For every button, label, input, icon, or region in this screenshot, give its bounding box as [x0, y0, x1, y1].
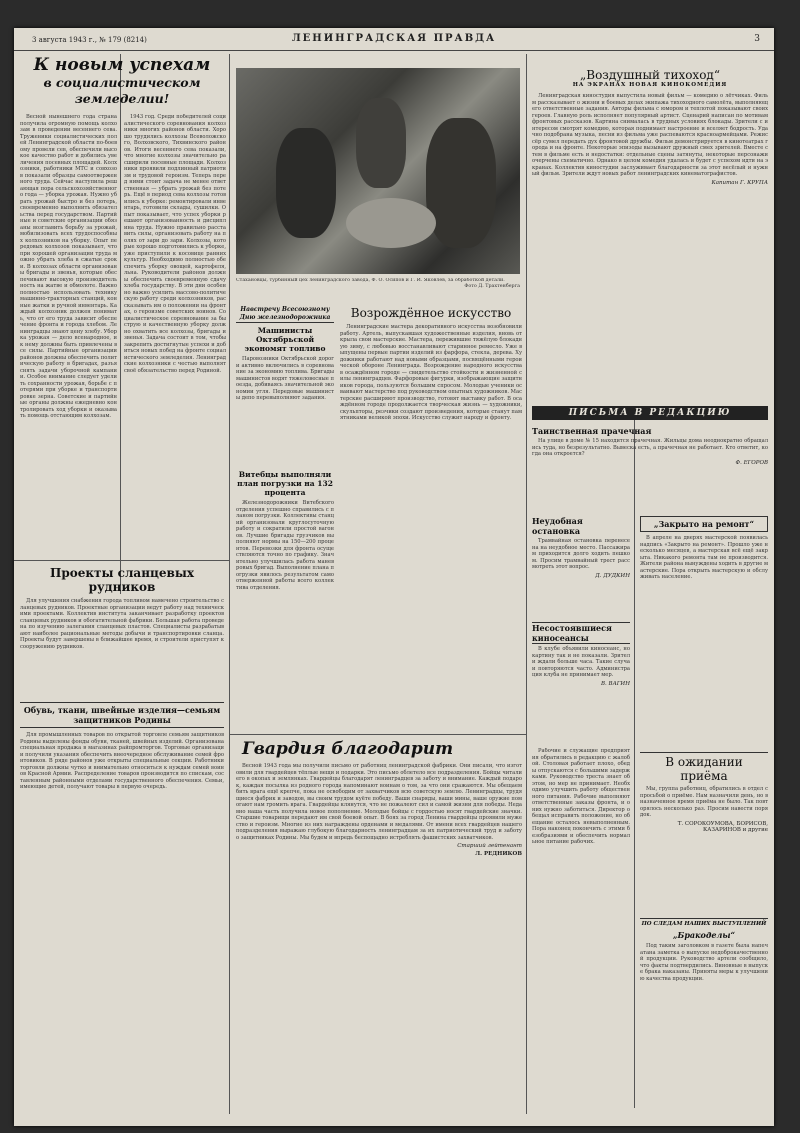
body-text: Железнодорожники Витебского отделения успешно справились с планом погрузки. Коллективы станций организовали круглосуточную работу и сократили простой вагонов. Лучшие бригады грузчиков выполняют нормы на 150—200 процентов. Перевозки для фронта осуществляются точно по графику. Значительно улучшилась работа маневровых бригад. Выполнение плана погрузки явилось результатом самоотверженной работы всего коллектива отделения. — [236, 500, 334, 591]
guard-signature-name: Л. РЕДНИКОВ — [475, 851, 522, 857]
worker-figure — [276, 128, 336, 238]
film-review-subtitle: НА ЭКРАНАХ НОВАЯ КИНОКОМЕДИЯ — [572, 82, 728, 88]
worker-figure — [426, 118, 496, 248]
body-text: Мы, группа работниц, обратились в отдел с просьбой о приёме. Нам назначили день, но в назначенное время приёма не было. Так повторялось несколько раз. Просим навести порядок. — [640, 786, 768, 818]
column-rule — [526, 54, 527, 1114]
body-text: Для промышленных товаров по открытой торговле семьям защитников Родины выделены фонды обуви, тканей, швейных изделий. Организована специальная продажа в магазинах райпромторгов. Торговые организации получили указания обеспечить внеочередное обслуживание семей фронтовиков. В ряде районов уже открыты специальные секции. Работники торговли должны чутко и внимательно относиться к нуждам семей воинов Красной Армии. Распределение товаров производится по спискам, составленным районными отделами государственного обеспечения. Семьи, имеющие детей, получают товары в первую очередь. — [20, 732, 224, 790]
body-text: Ленинградская киностудия выпустила новый фильм — комедию о лётчиках. Фильм рассказывает о жизни и боевых делах экипажа тихоходного самолёта, выполняющего ответственные задания. Авторы фильма с юмором и теплотой показывают своих героев. Главную роль исполняет популярный артист. Сценарий написан по мотивам фронтовых рассказов. Картина снималась в трудных условиях блокады. Зрители с интересом смотрят комедию, которая поднимает настроение и вселяет бодрость. Удачно подобрана музыка, песни из фильма уже распеваются красноармейцами. Режиссёр сумел передать дух фронтовой дружбы. Фильм демонстрируется в кинотеатрах города и на фронте. Некоторые эпизоды вызывают дружный смех зрителей. Вместе с тем в фильме есть и недостатки: отдельные сцены затянуты, некоторые персонажи очерчены схематично. Однако в целом комедия удалась и будет с успехом идти на экранах. Коллектив киностудии заслуживает благодарности за этот весёлый и нужный фильм. Зрители ждут новых работ ленинградских кинематографистов. — [532, 93, 768, 177]
lead-title-line2: в социалистическом земледелии! — [43, 75, 201, 106]
letter-tram-stop — [532, 516, 630, 616]
letter-laundry-author: Ф. ЕГОРОВ — [735, 459, 768, 466]
lead-headline — [20, 56, 224, 114]
photo-caption: Стахановцы, турбинный цех ленинградского завода, Ф. О. Осипов и Г. И. Яковлев, за обработкой детали. — [236, 278, 505, 283]
defect-makers-title: „Бракоделы“ — [672, 930, 736, 940]
letter-reception — [640, 752, 768, 912]
column-rule — [120, 54, 121, 594]
letter-continuation — [532, 748, 630, 1108]
defect-makers-article — [640, 918, 768, 1114]
film-review-article — [532, 68, 768, 402]
body-text: В клубе объявили киносеанс, но картину так и не показали. Зрители ждали больше часа. Такие случаи повторяются часто. Администрация клуба не принимает мер. — [532, 646, 630, 678]
photo-credit: Фото Д. Трахтенберга — [464, 284, 520, 289]
film-review-title: „Воздушный тихоход“ — [580, 68, 720, 82]
machine-part — [346, 198, 436, 248]
photo-caption-block — [236, 278, 520, 300]
worker-figure — [356, 98, 406, 188]
body-text: Для улучшения снабжения города топливом намечено строительство сланцевых рудников. Проектные организации ведут работу над техническими проектами. Коллектив института заканчивает разработку проектов сланцевых рудников и обогатительной фабрики. Большая работа проведена по изучению залегания сланцевых пластов. Специалисты разрабатывают наиболее рациональные методы добычи и транспортировки сланца. Проекты будут завершены в ближайшее время, и строители приступят к сооружению рудников. — [20, 598, 224, 650]
body-text: В апреле на дверях мастерской появилась надпись «Закрыто на ремонт». Прошло уже несколько месяцев, а мастерская всё ещё закрыта. Никакого ремонта там не производится. Жители района вынуждены ходить в другие мастерские. Пора открыть мастерскую и обслуживать население. — [640, 535, 768, 580]
factory-photo — [236, 68, 520, 274]
masthead — [14, 28, 774, 51]
body-text: Рабочие и служащие предприятия обратились в редакцию с жалобой. Столовая работает плохо, обеды отпускаются с большими задержками. Руководство треста знает об этом, но мер не принимает. Необходимо улучшить работу общественного питания. Рабочие выполняют ответственные заказы фронта, и о них нужно заботиться. Директор обещал исправить положение, но обещание осталось невыполненным. Пора наконец покончить с этими безобразиями и обеспечить нормальное питание рабочих. — [532, 748, 630, 845]
railway-title-line2: Дню железнодорожника — [236, 314, 334, 323]
letter-laundry — [532, 426, 768, 510]
letters-rubric: ПИСЬМА В РЕДАКЦИЮ — [532, 406, 768, 420]
letter-closed-repair — [640, 516, 768, 746]
vitebsk-title: Витебцы выполняли план погрузки на 132 процента — [237, 470, 333, 497]
letter-reception-title: В ожидании приёма — [640, 752, 768, 783]
railway-subtitle: Машинисты Октябрьской экономят топливо — [244, 326, 326, 353]
body-text: Трамвайная остановка перенесена на неудобное место. Пассажирам приходится долго ходить пешком. Просим трамвайный трест рассмотреть этот вопрос. — [532, 538, 630, 570]
letter-tram-stop-title: Неудобная остановка — [532, 516, 583, 536]
letter-laundry-title: Таинственная прачечная — [532, 426, 652, 436]
issue-date: 3 августа 1943 г., № 179 (8214) — [32, 36, 147, 44]
letter-reception-authors: Т. СОРОКОУМОВА, БОРИСОВ, КАЗАРИНОВ и другие — [677, 820, 768, 833]
railway-title-line1: Навстречу Всесоюзному — [240, 306, 330, 313]
vitebsk-article — [236, 470, 334, 730]
body-text: Ленинградские мастера декоративного искусства возобновили работу. Артель, выпускавшая художественные изделия, вновь открыла свои мастерские. Мастера, пережившие тяжёлую блокадную зиму, с любовью восстанавливают старинное ремесло. Уже выпущены первые партии изделий из фарфора, стекла, дерева. Художники работают над новыми образцами, посвящёнными героической обороне Ленинграда. Возрождение народного искусства в осаждённом городе — свидетельство стойкости и жизненной силы ленинградцев. Фарфоровые фигурки, изображающие защитников города, пользуются большим спросом. Молодые ученики осваивают мастерство под руководством опытных художников. Мастерские расширяют производство, готовят выставку работ. В осаждённом городе продолжается творческая жизнь — художники, скульпторы, резчики создают произведения, которые станут памятниками великой эпохи. Искусство служит народу и фронту. — [340, 324, 522, 421]
lead-body-column-1 — [20, 114, 117, 554]
newspaper-page — [14, 28, 774, 1126]
body-text: Паровозники Октябрьской дороги активно включились в соревнование за экономию топлива. Бригады машинистов водят тяжеловесные поезда, добиваясь значительной экономии угля. Передовые машинисты депо перевыполняют задания. — [236, 356, 334, 401]
newspaper-title: ЛЕНИНГРАДСКАЯ ПРАВДА — [291, 33, 497, 44]
letter-cinema — [532, 622, 630, 742]
body-text: Весной 1943 года мы получили письмо от работниц ленинградской фабрики. Они писали, что изготовили для гвардейцев тёплые вещи и подарки. Это письмо облетело все подразделения. Бойцы читали его в окопах и землянках. Гвардейцы благодарят ленинградцев за заботу и внимание. Каждый подарок, каждая посылка из родного города напоминают воинам о том, за что они сражаются. Мы обещаем бить врага ещё крепче, пока не освободим от захватчиков всю советскую землю. Ленинградцы, трудящиеся фабрик и заводов, вы своим трудом куёте победу. Ваши снаряды, ваши мины, ваше оружие помогают нам громить врага. Гвардейцы клянутся, что не пожалеют сил и самой жизни для победы. Недавно наша часть получила новое пополнение. Молодые бойцы с гордостью носят гвардейские значки. Старшие товарищи передают им свой боевой опыт. В боях за город Ленина гвардейцы проявили мужество и героизм. Многие из них награждены орденами и медалями. От имени всех гвардейцев нашего подразделения выражаю глубокую благодарность ленинградцам за их патриотический труд и заботу о защитниках Родины. Мы будем и впредь беспощадно истреблять фашистских захватчиков. — [236, 763, 522, 841]
revived-art-title: Возрождённое искусство — [350, 306, 512, 320]
revived-art-article — [340, 306, 522, 730]
lead-title-line1: К новым успехам — [33, 56, 211, 75]
section-rule — [14, 560, 229, 561]
followup-rubric: ПО СЛЕДАМ НАШИХ ВЫСТУПЛЕНИЙ — [640, 918, 768, 928]
shale-title: Проекты сланцевых рудников — [49, 566, 195, 594]
letter-cinema-title: Несостоявшиеся киносеансы — [532, 622, 630, 644]
letter-tram-stop-author: Д. ДУДКИН — [595, 572, 630, 579]
shale-mines-article — [20, 566, 224, 694]
guard-thanks-article — [236, 740, 522, 1114]
guard-title: Гвардия благодарит — [242, 740, 454, 759]
footwear-title: Обувь, ткани, швейные изделия—семьям защитников Родины — [20, 702, 224, 728]
footwear-article — [20, 702, 224, 1114]
body-text: 1943 год. Среди победителей социалистического соревнования колхозники многих районов области. Хорошо трудились колхозы Всеволожского, Волховского, Тихвинского районов. Итоги весеннего сева показали, что многие колхозы значительно расширили посевные площади. Колхозники проявили подлинный патриотизм и трудовой героизм. Теперь перед ними стоит задача не менее ответственная — убрать урожай без потерь. Ещё в период сева колхозы готовились к уборке: ремонтировали инвентарь, готовили склады, сушилки. Опыт показывает, что успех уборки решают организованность и дисциплина труда. Нужно правильно расставить силы, организовать работу на полях от зари до зари. Колхозы, которые хорошо подготовились к уборке, уже приступили к косовице ранних культур. Необходимо полностью обеспечить уборку овощей, картофеля, льна. Руководители районов должны обеспечить своевременную сдачу хлеба государству. В эти дни особенно важно усилить массово-политическую работу среди колхозников, рассказывать им о положении на фронтах, о героизме советских воинов. Социалистическое соревнование за быструю и качественную уборку должно охватить все колхозы, бригады и звенья. Задача состоит в том, чтобы закрепить достигнутые успехи и добиться новых побед на фронте социалистического земледелия. Ленинградские колхозники с честью выполнят своё обязательство перед Родиной. — [124, 114, 226, 374]
film-review-author: Капитан Г. КРУПА — [711, 179, 768, 186]
lead-body-column-2 — [124, 114, 226, 554]
letter-cinema-author: В. ВАГИН — [601, 680, 630, 687]
page-number: 3 — [754, 34, 760, 44]
section-rule — [230, 734, 526, 735]
guard-signature-role: Старший лейтенант — [457, 843, 522, 849]
body-text: На улице в доме № 15 находится прачечная. Жильцы дома неоднократно обращались туда, но безрезультатно. Вывеска есть, а прачечная не работает. Кто ответит, когда она откроется? — [532, 438, 768, 457]
body-text: Под таким заголовком в газете была напечатана заметка о выпуске недоброкачественной продукции. Руководство артели сообщило, что факты подтвердились. Виновные в выпуске брака наказаны. Приняты меры к улучшению качества продукции. — [640, 943, 768, 982]
railway-article — [236, 306, 334, 466]
letter-closed-repair-title: „Закрыто на ремонт“ — [640, 516, 768, 532]
body-text: Весной нынешнего года страна получила огромную помощь колхозам в проведении весеннего сева. Труженики социалистических полей Ленинградской области по-боевому провели сев, обеспечили высокое качество работ и добились увеличения посевных площадей. Колхозники, работники МТС и совхозов показали образцы самоотверженного труда. Сейчас наступила решающая пора сельскохозяйственного года — уборка урожая. Нужно убрать урожай быстро и без потерь, своевременно выполнить обязательства перед государством. Партийные и советские организации обязаны возглавить борьбу за урожай, мобилизовать всех трудоспособных колхозников на уборку. Опыт передовых колхозов показывает, что при хорошей организации труда можно убрать хлеба в сжатые сроки. В колхозах области организованы бригады и звенья, которые обеспечивают высокую производительность на жатве и обмолоте. Важно полностью использовать технику машинно-тракторных станций, конные жатки и ручной инвентарь. Каждый колхозник должен понимать, что от его труда зависит обеспечение фронта и города хлебом. Ленинградцы знают цену хлебу. Уборка урожая — дело всенародное, и к нему должны быть привлечены все силы. Партийные организации районов должны обеспечить политическую работу в бригадах, разъяснять задачи уборочной кампании. Особое внимание следует уделить сохранности урожая, борьбе с потерями при уборке и транспортировке зерна. Советские и партийные органы должны ежедневно контролировать ход уборки и оказывать помощь отстающим колхозам. — [20, 114, 117, 419]
column-rule — [229, 54, 230, 1114]
